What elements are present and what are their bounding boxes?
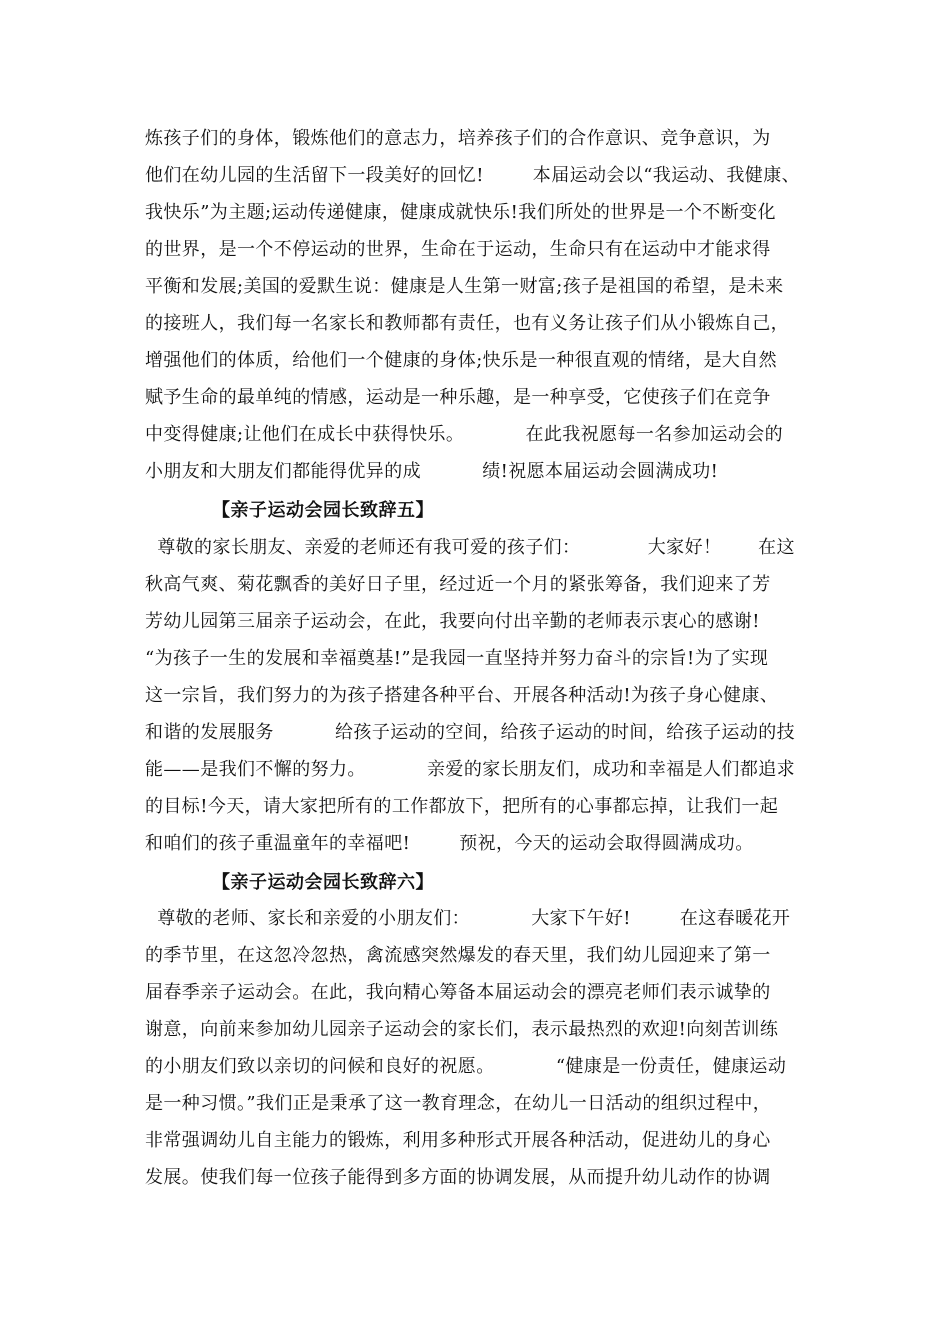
text-line: 谢意，向前来参加幼儿园亲子运动会的家长们，表示最热烈的欢迎!向刻苦训练 [145, 1019, 779, 1040]
text-line: 中变得健康;让他们在成长中获得快乐。 在此我祝愿每一名参加运动会的 [145, 424, 784, 445]
text-line: 炼孩子们的身体，锻炼他们的意志力，培养孩子们的合作意识、竞争意识，为 [145, 128, 771, 149]
text-line: 增强他们的体质，给他们一个健康的身体;快乐是一种很直观的情绪，是大自然 [145, 350, 778, 371]
text-line: 的季节里，在这忽冷忽热，禽流感突然爆发的春天里，我们幼儿园迎来了第一 [145, 945, 771, 966]
text-line: 是一种习惯。”我们正是秉承了这一教育理念，在幼儿一日活动的组织过程中， [145, 1093, 772, 1114]
text-line: 赋予生命的最单纯的情感，运动是一种乐趣，是一种享受，它使孩子们在竞争 [145, 387, 771, 408]
text-line: 小朋友和大朋友们都能得优异的成 绩!祝愿本届运动会圆满成功! [145, 461, 719, 482]
text-line: 届春季亲子运动会。在此，我向精心筹备本届运动会的漂亮老师们表示诚挚的 [145, 982, 771, 1003]
text-line: 他们在幼儿园的生活留下一段美好的回忆! 本届运动会以“我运动、我健康、 [145, 165, 801, 186]
section-heading: 【亲子运动会园长致辞六】 [212, 872, 434, 893]
text-line: 的接班人，我们每一名家长和教师都有责任，也有义务让孩子们从小锻炼自己， [145, 313, 789, 334]
text-line: 芳幼儿园第三届亲子运动会，在此，我要向付出辛勤的老师表示衷心的感谢! [145, 611, 760, 632]
text-line: 发展。使我们每一位孩子能得到多方面的协调发展，从而提升幼儿动作的协调 [145, 1167, 771, 1188]
text-line: 和咱们的孩子重温童年的幸福吧! 预祝，今天的运动会取得圆满成功。 [145, 833, 754, 854]
text-line: 尊敬的老师、家长和亲爱的小朋友们： 大家下午好! 在这春暖花开 [145, 908, 791, 929]
section-heading: 【亲子运动会园长致辞五】 [212, 500, 434, 521]
text-line: “为孩子一生的发展和幸福奠基!”是我园一直坚持并努力奋斗的宗旨!为了实现 [145, 648, 769, 669]
text-line: 尊敬的家长朋友、亲爱的老师还有我可爱的孩子们： 大家好！ 在这 [145, 537, 795, 558]
text-line: 的小朋友们致以亲切的问候和良好的祝愿。 “健康是一份责任，健康运动 [145, 1056, 787, 1077]
text-line: 和谐的发展服务 给孩子运动的空间，给孩子运动的时间，给孩子运动的技 [145, 722, 796, 743]
text-line: 平衡和发展;美国的爱默生说：健康是人生第一财富;孩子是祖国的希望，是未来 [145, 276, 784, 297]
text-line: 这一宗旨，我们努力的为孩子搭建各种平台、开展各种活动!为孩子身心健康、 [145, 685, 779, 706]
text-line: 非常强调幼儿自主能力的锻炼，利用多种形式开展各种活动，促进幼儿的身心 [145, 1130, 771, 1151]
text-line: 我快乐”为主题;运动传递健康，健康成就快乐!我们所处的世界是一个不断变化 [145, 202, 776, 223]
text-line: 秋高气爽、菊花飘香的美好日子里，经过近一个月的紧张筹备，我们迎来了芳 [145, 574, 771, 595]
text-line: 的目标!今天，请大家把所有的工作都放下，把所有的心事都忘掉，让我们一起 [145, 796, 779, 817]
text-line: 能——是我们不懈的努力。 亲爱的家长朋友们，成功和幸福是人们都追求 [145, 759, 796, 780]
text-line: 的世界，是一个不停运动的世界，生命在于运动，生命只有在运动中才能求得 [145, 239, 771, 260]
